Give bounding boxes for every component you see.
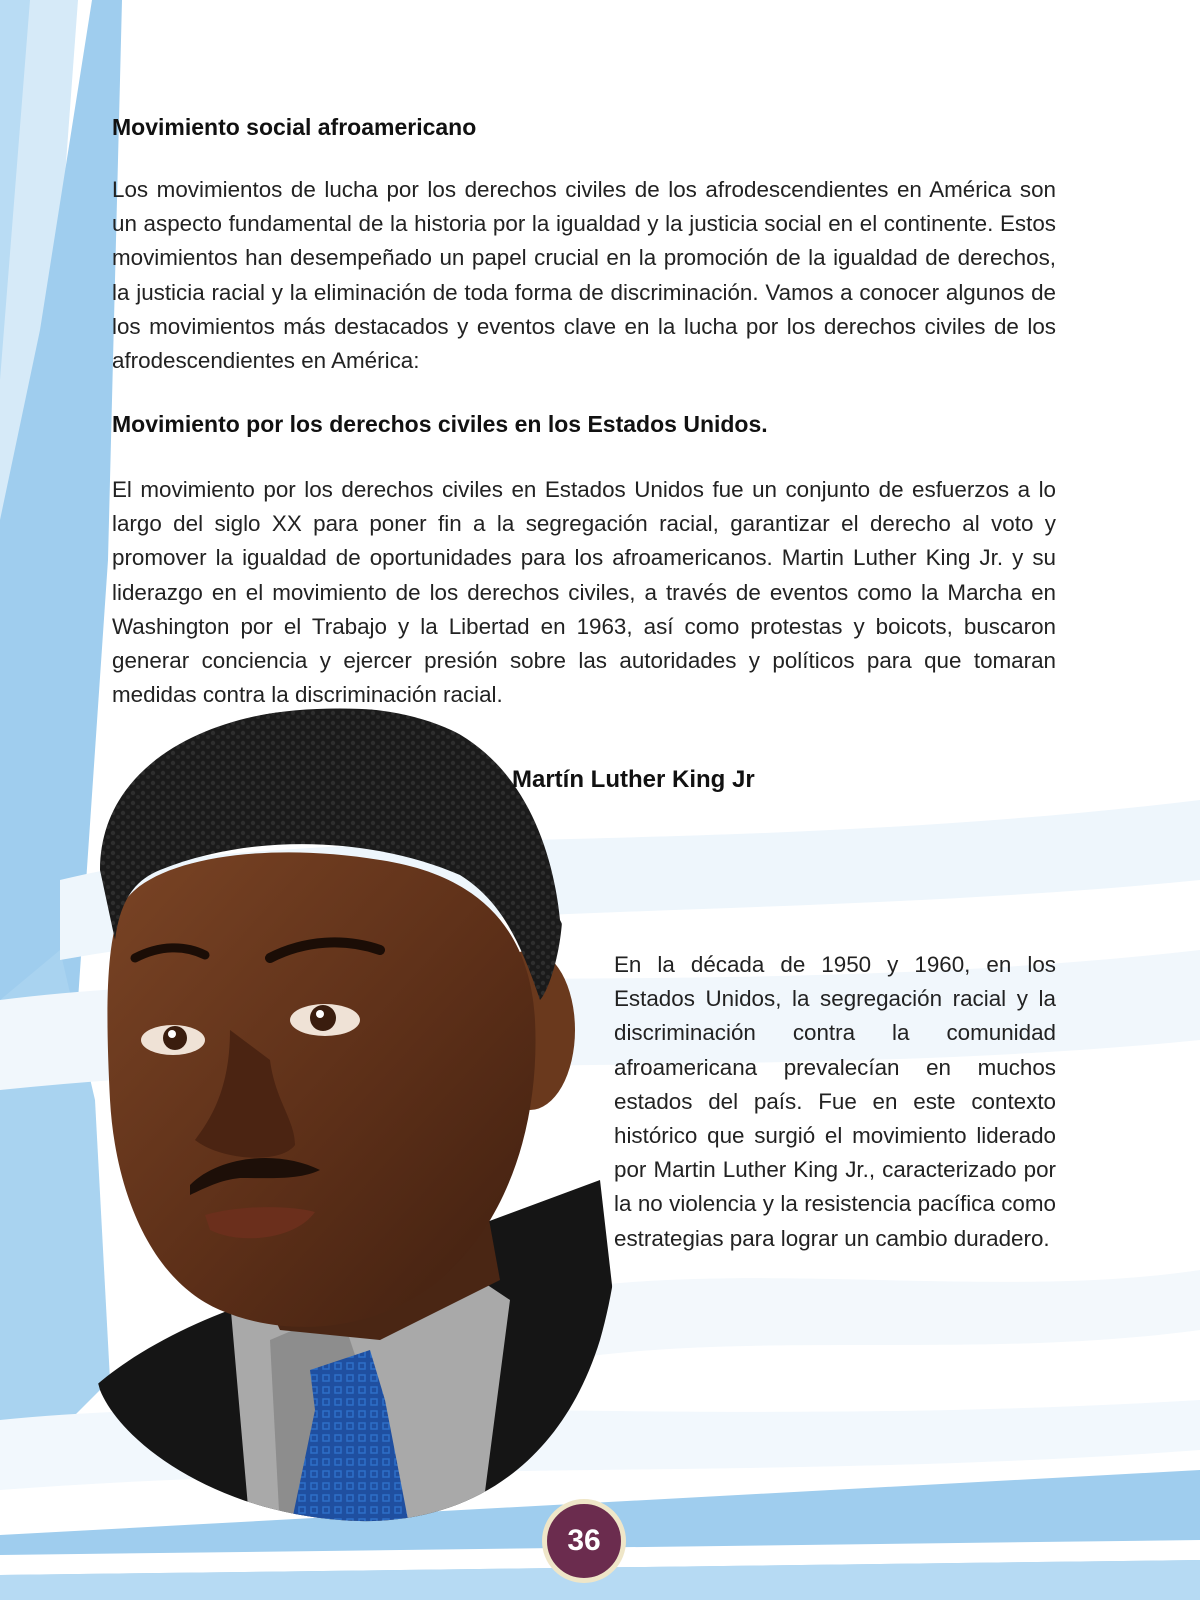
- civil-rights-paragraph: El movimiento por los derechos civiles en Estados Unidos fue un conjunto de esfuerzos a lo largo del siglo XX para poner fin a la segregación racial, garantizar el derecho al voto y promover la igualdad de oportunidades para los afroamericanos. Martin Luther King Jr. y su liderazgo en el movimiento de los derechos civiles, a través de eventos como la Marcha en Washington por el Trabajo y la Libertad en 1963, así como protestas y boicots, buscaron generar conciencia y ejercer presión sobre las autoridades y políticos para que tomaran medidas contra la discriminación racial.: [112, 477, 1056, 708]
- mlk-paragraph: En la década de 1950 y 1960, en los Estados Unidos, la segregación racial y la discriminación contra la comunidad afroamericana prevalecían en muchos estados del país. Fue en este contexto histórico que surgió el movimiento liderado por Martin Luther King Jr., caracterizado por la no violencia y la resistencia pacífica como estrategias para lograr un cambio duradero.: [614, 952, 1056, 1251]
- portrait-caption: Martín Luther King Jr: [512, 766, 755, 793]
- intro-paragraph: Los movimientos de lucha por los derechos civiles de los afrodescendientes en América son un aspecto fundamental de la historia por la igualdad y la justicia social en el continente. Estos movimientos han desempeñado un papel crucial en la promoción de la igualdad de derechos, la justicia racial y la eliminación de toda forma de discriminación. Vamos a conocer algunos de los movimientos más destacados y eventos clave en la lucha por los derechos civiles de los afrodescendientes en América:: [112, 177, 1056, 374]
- page-number: 36: [567, 1524, 601, 1557]
- section-heading-civil-rights-us: Movimiento por los derechos civiles en los Estados Unidos.: [112, 411, 768, 437]
- section-heading-social-movement: Movimiento social afroamericano: [112, 114, 477, 140]
- page-number-badge: [542, 1499, 626, 1583]
